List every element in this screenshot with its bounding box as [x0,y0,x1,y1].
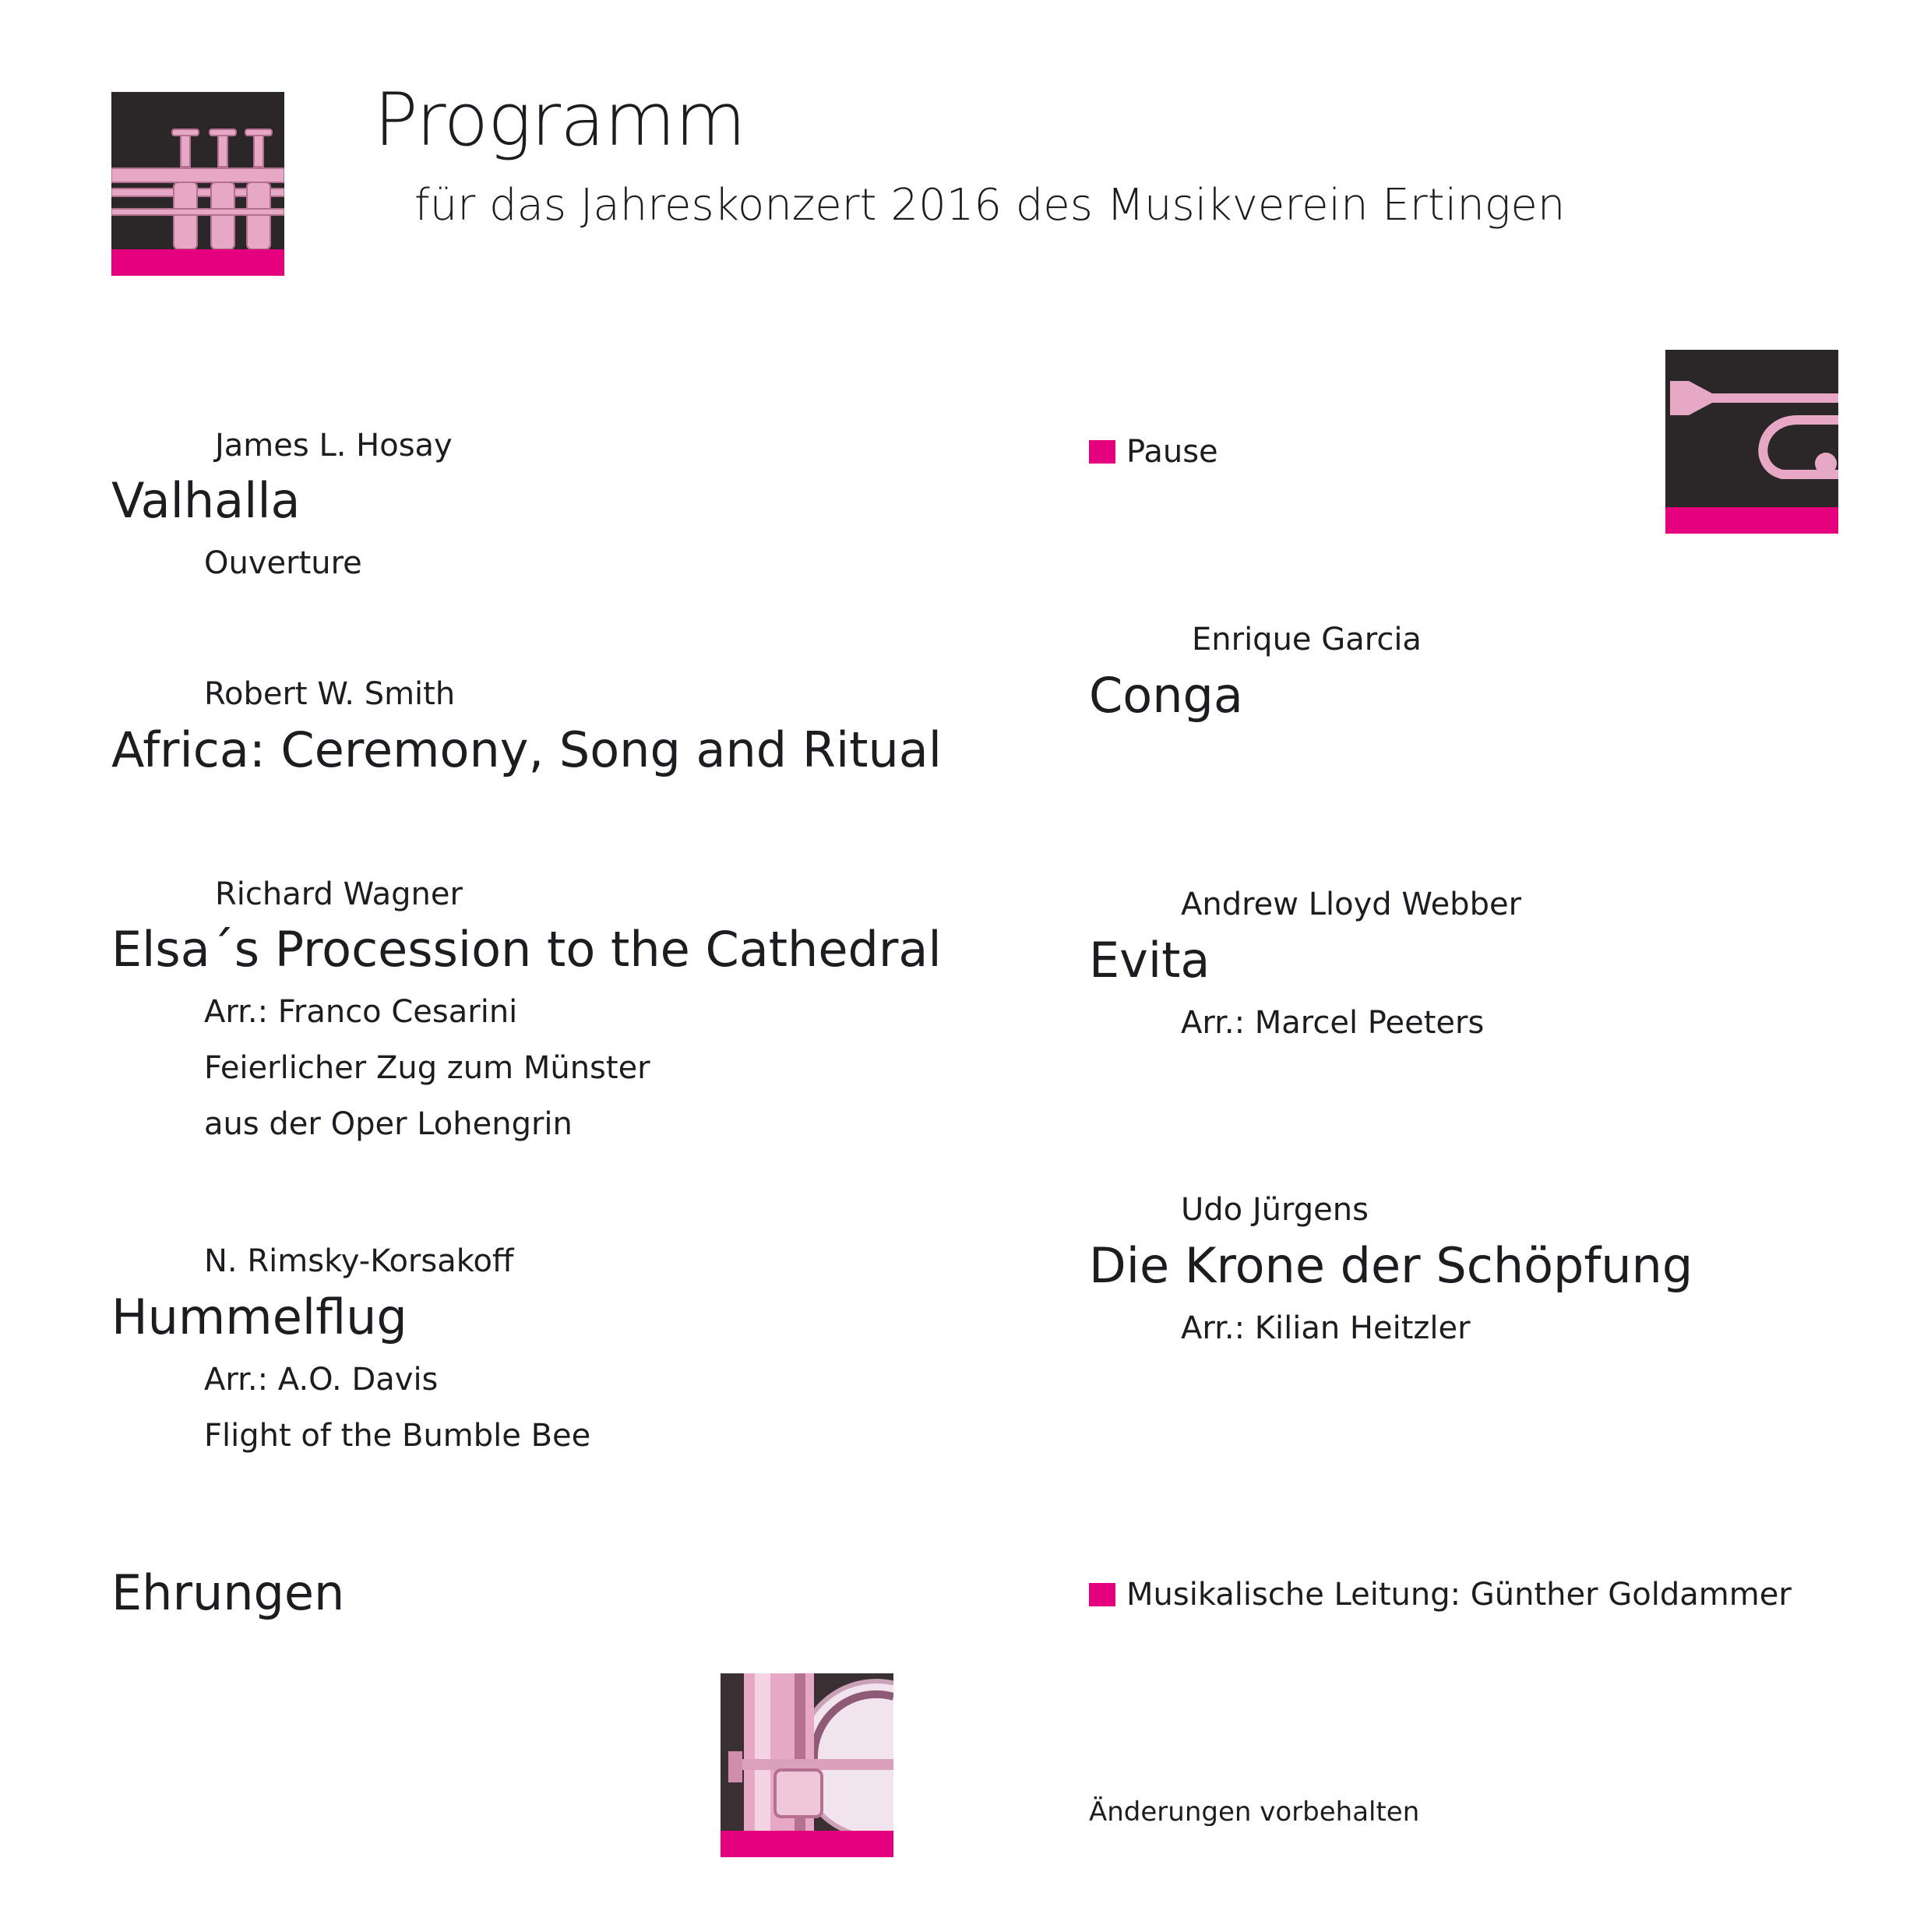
work-title: Africa: Ceremony, Song and Ritual [111,721,942,778]
pause-item [1089,434,1218,470]
leitung-label: Musikalische Leitung: Günther Goldammer [1126,1577,1792,1613]
accent-bar [111,249,284,276]
work-detail: Feierlicher Zug zum Münster [204,1050,650,1086]
work-detail: Ouverture [204,545,362,581]
work-detail: Arr.: Franco Cesarini [204,994,518,1030]
work-title: Evita [1089,932,1210,989]
pause-label: Pause [1126,434,1218,470]
composer-label: Richard Wagner [215,876,463,912]
work-title: Valhalla [111,472,301,529]
pause-marker [1089,440,1115,464]
accent-bar [1665,507,1838,534]
header-trumpet-tile [111,92,284,276]
work-detail: Arr.: Kilian Heitzler [1181,1310,1471,1346]
composer-label: Robert W. Smith [204,676,456,712]
mouthpiece-tile [1665,350,1838,534]
work-detail: aus der Oper Lohengrin [204,1106,573,1142]
saxophone-tile [721,1673,893,1857]
page-title: Programm [374,78,745,163]
trumpet-valves-icon [111,92,284,249]
ehrungen-heading: Ehrungen [111,1564,345,1621]
work-detail: Arr.: Marcel Peeters [1181,1005,1485,1041]
composer-label: Enrique Garcia [1192,622,1422,658]
composer-label: N. Rimsky-Korsakoff [204,1243,514,1279]
footnote: Änderungen vorbehalten [1089,1796,1420,1828]
work-title: Elsa´s Procession to the Cathedral [111,921,942,978]
composer-label: Udo Jürgens [1181,1192,1369,1228]
leitung-marker [1089,1583,1115,1606]
leitung-item [1089,1577,1792,1613]
work-title: Hummelflug [111,1289,407,1345]
composer-label: James L. Hosay [215,428,453,464]
page-subtitle: für das Jahreskonzert 2016 des Musikverein Ertingen [414,180,1566,231]
work-title: Die Krone der Schöpfung [1089,1237,1693,1294]
work-title: Conga [1089,667,1243,724]
composer-label: Andrew Lloyd Webber [1181,887,1522,922]
work-detail: Flight of the Bumble Bee [204,1418,591,1454]
work-detail: Arr.: A.O. Davis [204,1362,439,1398]
trumpet-mouthpiece-icon [1665,350,1838,507]
accent-bar [721,1831,893,1857]
saxophone-icon [721,1673,893,1831]
